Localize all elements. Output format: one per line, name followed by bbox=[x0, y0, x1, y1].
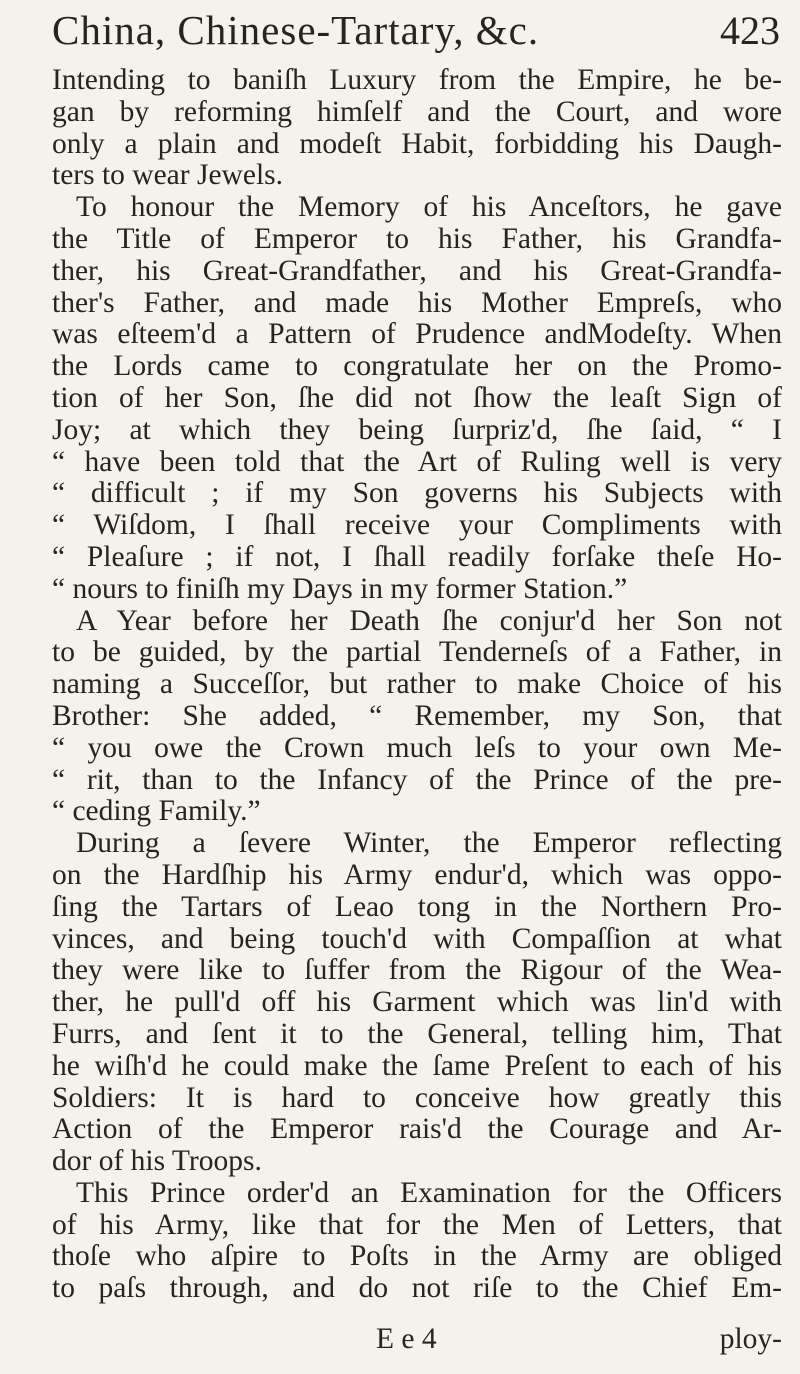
page-header bbox=[52, 6, 780, 66]
text-line: they were like to ſuffer from the Rigour of the Wea- bbox=[52, 955, 782, 987]
text-line: tion of her Son, ſhe did not ſhow the leaſt Sign of bbox=[52, 382, 782, 414]
text-line: was eſteem'd a Pattern of Prudence andModeſty. When bbox=[52, 319, 782, 351]
text-line: to be guided, by the partial Tenderneſs of a Father, in bbox=[52, 637, 782, 669]
text-line: “ difficult ; if my Son governs his Subjects with bbox=[52, 478, 782, 510]
text-line: ther, he pull'd off his Garment which was lin'd with bbox=[52, 987, 782, 1019]
running-head: China, Chinese-Tartary, &c. bbox=[52, 7, 540, 53]
page-footer bbox=[52, 1323, 782, 1357]
text-line: To honour the Memory of his Anceſtors, he gave bbox=[76, 192, 782, 224]
text-line: ther, his Great-Grandfather, and his Great-Grandfa- bbox=[52, 255, 782, 287]
text-line: “ nours to finiſh my Days in my former Station.” bbox=[52, 573, 628, 605]
text-line: gan by reforming himſelf and the Court, and wore bbox=[52, 96, 782, 128]
text-line: dor of his Troops. bbox=[52, 1146, 262, 1178]
text-line: A Year before her Death ſhe conjur'd her Son not bbox=[76, 605, 782, 637]
text-line: ſing the Tartars of Leao tong in the Northern Pro- bbox=[52, 891, 782, 923]
catchword: ploy- bbox=[719, 1323, 782, 1355]
text-line: Action of the Emperor rais'd the Courage and Ar- bbox=[52, 1114, 782, 1146]
text-line: only a plain and modeſt Habit, forbidding his Daugh- bbox=[52, 128, 782, 160]
page-number: 423 bbox=[720, 8, 780, 53]
text-line: “ ceding Family.” bbox=[52, 796, 261, 828]
text-line: Intending to baniſh Luxury from the Empire, he be- bbox=[52, 65, 782, 96]
text-line: the Lords came to congratulate her on the Promo- bbox=[52, 351, 782, 383]
text-line: “ Wiſdom, I ſhall receive your Compliments with bbox=[52, 510, 782, 542]
text-line: he wiſh'd he could make the ſame Preſent to each of his bbox=[52, 1050, 782, 1082]
text-line: “ rit, than to the Infancy of the Prince of the pre- bbox=[52, 764, 782, 796]
text-line: of his Army, like that for the Men of Letters, that bbox=[52, 1209, 782, 1241]
text-line: vinces, and being touch'd with Compaſſion at what bbox=[52, 923, 782, 955]
text-line: This Prince order'd an Examination for the Officers bbox=[76, 1177, 782, 1209]
text-line: During a ſevere Winter, the Emperor reflecting bbox=[76, 828, 782, 860]
text-line: thoſe who aſpire to Poſts in the Army are obliged bbox=[52, 1241, 782, 1273]
text-line: “ you owe the Crown much leſs to your own Me- bbox=[52, 732, 782, 764]
text-line: to paſs through, and do not riſe to the Chief Em- bbox=[52, 1273, 782, 1305]
body-text bbox=[52, 65, 782, 1305]
text-line: ters to wear Jewels. bbox=[52, 160, 284, 192]
text-line: on the Hardſhip his Army endur'd, which was oppo- bbox=[52, 859, 782, 891]
text-line: naming a Succeſſor, but rather to make Choice of his bbox=[52, 669, 782, 701]
signature-mark: E e 4 bbox=[376, 1323, 437, 1355]
text-line: Joy; at which they being ſurpriz'd, ſhe ſaid, “ I bbox=[52, 414, 782, 446]
text-line: Soldiers: It is hard to conceive how greatly this bbox=[52, 1082, 782, 1114]
text-line: Furrs, and ſent it to the General, telling him, That bbox=[52, 1018, 782, 1050]
text-line: “ Pleaſure ; if not, I ſhall readily forſake theſe Ho- bbox=[52, 541, 782, 573]
text-line: Brother: She added, “ Remember, my Son, that bbox=[52, 700, 782, 732]
text-line: the Title of Emperor to his Father, his Grandfa- bbox=[52, 223, 782, 255]
text-line: “ have been told that the Art of Ruling well is very bbox=[52, 446, 782, 478]
text-line: ther's Father, and made his Mother Empreſs, who bbox=[52, 287, 782, 319]
